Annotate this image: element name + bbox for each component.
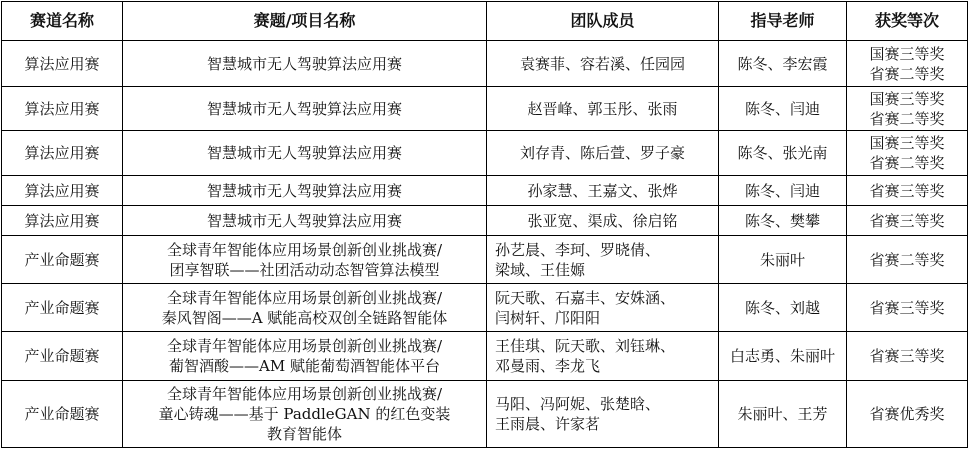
cell-members: 马阳、冯阿妮、张楚晗、 王雨晨、许家茗	[487, 381, 719, 448]
header-award: 获奖等次	[847, 2, 968, 41]
cell-members: 孙家慧、王嘉文、张烨	[487, 176, 719, 206]
cell-track: 产业命题赛	[2, 381, 123, 448]
cell-award: 国赛三等奖 省赛二等奖	[847, 131, 968, 176]
cell-project: 全球青年智能体应用场景创新创业挑战赛/ 秦风智阁——A 赋能高校双创全链路智能体	[123, 284, 487, 332]
table-row	[2, 87, 968, 131]
cell-members: 王佳琪、阮天歌、刘钰琳、 邓曼雨、李龙飞	[487, 332, 719, 381]
cell-award: 省赛二等奖	[847, 236, 968, 284]
cell-track: 产业命题赛	[2, 284, 123, 332]
cell-advisor: 陈冬、闫迪	[719, 176, 847, 206]
cell-award: 省赛优秀奖	[847, 381, 968, 448]
cell-track: 算法应用赛	[2, 176, 123, 206]
table-row	[2, 332, 968, 381]
table-row	[2, 41, 968, 87]
cell-project: 全球青年智能体应用场景创新创业挑战赛/ 葡智酒酸——AM 赋能葡萄酒智能体平台	[123, 332, 487, 381]
header-members: 团队成员	[487, 2, 719, 41]
cell-advisor: 陈冬、李宏霞	[719, 41, 847, 87]
cell-project: 智慧城市无人驾驶算法应用赛	[123, 41, 487, 87]
cell-advisor: 白志勇、朱丽叶	[719, 332, 847, 381]
cell-members: 袁赛菲、容若溪、任园园	[487, 41, 719, 87]
table-row	[2, 131, 968, 176]
cell-track: 算法应用赛	[2, 131, 123, 176]
cell-project: 智慧城市无人驾驶算法应用赛	[123, 206, 487, 236]
cell-award: 省赛三等奖	[847, 332, 968, 381]
cell-advisor: 陈冬、樊攀	[719, 206, 847, 236]
table-row	[2, 176, 968, 206]
cell-advisor: 朱丽叶、王芳	[719, 381, 847, 448]
cell-award: 国赛三等奖 省赛二等奖	[847, 41, 968, 87]
cell-advisor: 陈冬、闫迪	[719, 87, 847, 131]
header-advisor: 指导老师	[719, 2, 847, 41]
cell-members: 阮天歌、石嘉丰、安姝涵、 闫树轩、邝阳阳	[487, 284, 719, 332]
cell-project: 智慧城市无人驾驶算法应用赛	[123, 131, 487, 176]
cell-project: 智慧城市无人驾驶算法应用赛	[123, 87, 487, 131]
cell-track: 产业命题赛	[2, 236, 123, 284]
header-project: 赛题/项目名称	[123, 2, 487, 41]
header-track: 赛道名称	[2, 2, 123, 41]
cell-advisor: 陈冬、刘越	[719, 284, 847, 332]
cell-project: 全球青年智能体应用场景创新创业挑战赛/ 童心铸魂——基于 PaddleGAN 的红色变装 教育智能体	[123, 381, 487, 448]
cell-award: 省赛三等奖	[847, 284, 968, 332]
cell-project: 智慧城市无人驾驶算法应用赛	[123, 176, 487, 206]
table-row	[2, 206, 968, 236]
cell-project: 全球青年智能体应用场景创新创业挑战赛/ 团享智联——社团活动动态智管算法模型	[123, 236, 487, 284]
table-row	[2, 236, 968, 284]
table-row	[2, 284, 968, 332]
cell-members: 张亚宽、渠成、徐启铭	[487, 206, 719, 236]
cell-members: 孙艺晨、李珂、罗晓倩、 梁域、王佳嫄	[487, 236, 719, 284]
cell-award: 省赛三等奖	[847, 176, 968, 206]
cell-track: 算法应用赛	[2, 87, 123, 131]
cell-track: 算法应用赛	[2, 41, 123, 87]
header-row	[2, 2, 968, 41]
table-row	[2, 381, 968, 448]
awards-table	[1, 1, 968, 448]
cell-award: 省赛三等奖	[847, 206, 968, 236]
cell-award: 国赛三等奖 省赛二等奖	[847, 87, 968, 131]
cell-members: 刘存青、陈后萱、罗子豪	[487, 131, 719, 176]
cell-track: 算法应用赛	[2, 206, 123, 236]
cell-advisor: 朱丽叶	[719, 236, 847, 284]
cell-advisor: 陈冬、张光南	[719, 131, 847, 176]
cell-members: 赵晋峰、郭玉彤、张雨	[487, 87, 719, 131]
cell-track: 产业命题赛	[2, 332, 123, 381]
